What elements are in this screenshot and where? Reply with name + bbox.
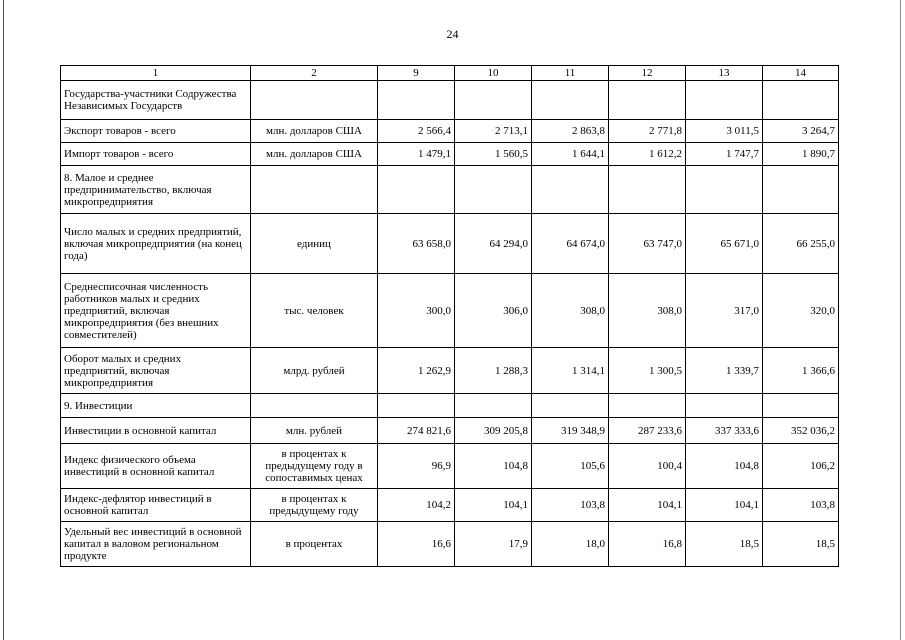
unit-cell: в процентах к предыдущему году: [251, 489, 378, 522]
value-cell: [609, 166, 686, 214]
header-cell: 2: [251, 66, 378, 81]
value-cell: 103,8: [763, 489, 839, 522]
table-row: [61, 394, 839, 418]
value-cell: 104,1: [686, 489, 763, 522]
unit-cell: [251, 394, 378, 418]
value-cell: 104,2: [378, 489, 455, 522]
value-cell: 104,8: [686, 444, 763, 489]
indicator-name: Удельный вес инвестиций в основной капитал в валовом региональном продукте: [61, 522, 251, 567]
value-cell: 1 479,1: [378, 143, 455, 166]
value-cell: 287 233,6: [609, 418, 686, 444]
header-cell: 13: [686, 66, 763, 81]
value-cell: 16,8: [609, 522, 686, 567]
unit-cell: единиц: [251, 214, 378, 274]
unit-cell: млн. долларов США: [251, 143, 378, 166]
header-cell: 12: [609, 66, 686, 81]
table-row: [61, 522, 839, 567]
value-cell: [532, 394, 609, 418]
unit-cell: [251, 81, 378, 120]
value-cell: 2 566,4: [378, 120, 455, 143]
value-cell: 308,0: [609, 274, 686, 348]
value-cell: [763, 166, 839, 214]
value-cell: 63 747,0: [609, 214, 686, 274]
scan-edge-left: [3, 0, 4, 640]
value-cell: 18,5: [763, 522, 839, 567]
value-cell: 103,8: [532, 489, 609, 522]
value-cell: [686, 394, 763, 418]
value-cell: [455, 394, 532, 418]
value-cell: 1 366,6: [763, 348, 839, 394]
value-cell: 1 300,5: [609, 348, 686, 394]
value-cell: 352 036,2: [763, 418, 839, 444]
value-cell: [532, 81, 609, 120]
value-cell: 1 612,2: [609, 143, 686, 166]
value-cell: [455, 166, 532, 214]
value-cell: 66 255,0: [763, 214, 839, 274]
header-cell: 9: [378, 66, 455, 81]
value-cell: [609, 81, 686, 120]
unit-cell: в процентах: [251, 522, 378, 567]
value-cell: 104,8: [455, 444, 532, 489]
value-cell: 63 658,0: [378, 214, 455, 274]
value-cell: 1 288,3: [455, 348, 532, 394]
indicator-name: Инвестиции в основной капитал: [61, 418, 251, 444]
value-cell: 16,6: [378, 522, 455, 567]
indicator-name: Среднесписочная численность работников малых и средних предприятий, включая микропредприятия (без внешних совместителей): [61, 274, 251, 348]
indicator-name: Число малых и средних предприятий, включая микропредприятия (на конец года): [61, 214, 251, 274]
value-cell: [763, 394, 839, 418]
header-cell: 1: [61, 66, 251, 81]
value-cell: [378, 81, 455, 120]
value-cell: 1 560,5: [455, 143, 532, 166]
value-cell: [686, 166, 763, 214]
table-row: [61, 274, 839, 348]
unit-cell: млн. рублей: [251, 418, 378, 444]
table-row: [61, 81, 839, 120]
table-row: [61, 166, 839, 214]
value-cell: 320,0: [763, 274, 839, 348]
value-cell: [455, 81, 532, 120]
value-cell: [532, 166, 609, 214]
value-cell: 65 671,0: [686, 214, 763, 274]
table-row: [61, 348, 839, 394]
table-row: [61, 143, 839, 166]
value-cell: 319 348,9: [532, 418, 609, 444]
value-cell: 104,1: [609, 489, 686, 522]
value-cell: 64 294,0: [455, 214, 532, 274]
table-row: [61, 418, 839, 444]
statistics-table: [60, 65, 839, 567]
unit-cell: тыс. человек: [251, 274, 378, 348]
indicator-name: Индекс физического объема инвестиций в основной капитал: [61, 444, 251, 489]
value-cell: 308,0: [532, 274, 609, 348]
indicator-name: Оборот малых и средних предприятий, включая микропредприятия: [61, 348, 251, 394]
value-cell: 105,6: [532, 444, 609, 489]
value-cell: 64 674,0: [532, 214, 609, 274]
value-cell: 2 863,8: [532, 120, 609, 143]
header-cell: 14: [763, 66, 839, 81]
value-cell: 1 262,9: [378, 348, 455, 394]
scan-edge-right: [900, 0, 901, 640]
unit-cell: [251, 166, 378, 214]
table-row: [61, 214, 839, 274]
unit-cell: млрд. рублей: [251, 348, 378, 394]
value-cell: 96,9: [378, 444, 455, 489]
value-cell: 1 644,1: [532, 143, 609, 166]
value-cell: [378, 166, 455, 214]
value-cell: 309 205,8: [455, 418, 532, 444]
value-cell: 104,1: [455, 489, 532, 522]
value-cell: 1 339,7: [686, 348, 763, 394]
value-cell: [763, 81, 839, 120]
value-cell: 300,0: [378, 274, 455, 348]
value-cell: 306,0: [455, 274, 532, 348]
value-cell: 100,4: [609, 444, 686, 489]
value-cell: 274 821,6: [378, 418, 455, 444]
value-cell: 1 747,7: [686, 143, 763, 166]
value-cell: 1 890,7: [763, 143, 839, 166]
header-cell: 11: [532, 66, 609, 81]
unit-cell: млн. долларов США: [251, 120, 378, 143]
value-cell: [609, 394, 686, 418]
page-number: 24: [446, 27, 459, 41]
value-cell: [378, 394, 455, 418]
value-cell: 3 264,7: [763, 120, 839, 143]
table-row: [61, 120, 839, 143]
section-heading: 8. Малое и среднее предпринимательство, включая микропредприятия: [61, 166, 251, 214]
value-cell: 106,2: [763, 444, 839, 489]
indicator-name: Государства-участники Содружества Независимых Государств: [61, 81, 251, 120]
value-cell: 17,9: [455, 522, 532, 567]
value-cell: 3 011,5: [686, 120, 763, 143]
table-row: [61, 444, 839, 489]
indicator-name: Импорт товаров - всего: [61, 143, 251, 166]
value-cell: 18,5: [686, 522, 763, 567]
value-cell: 18,0: [532, 522, 609, 567]
value-cell: 1 314,1: [532, 348, 609, 394]
header-cell: 10: [455, 66, 532, 81]
indicator-name: Индекс-дефлятор инвестиций в основной капитал: [61, 489, 251, 522]
section-heading: 9. Инвестиции: [61, 394, 251, 418]
value-cell: [686, 81, 763, 120]
value-cell: 317,0: [686, 274, 763, 348]
value-cell: 337 333,6: [686, 418, 763, 444]
value-cell: 2 713,1: [455, 120, 532, 143]
table-header-row: [61, 66, 839, 81]
indicator-name: Экспорт товаров - всего: [61, 120, 251, 143]
unit-cell: в процентах к предыдущему году в сопоставимых ценах: [251, 444, 378, 489]
table-row: [61, 489, 839, 522]
value-cell: 2 771,8: [609, 120, 686, 143]
